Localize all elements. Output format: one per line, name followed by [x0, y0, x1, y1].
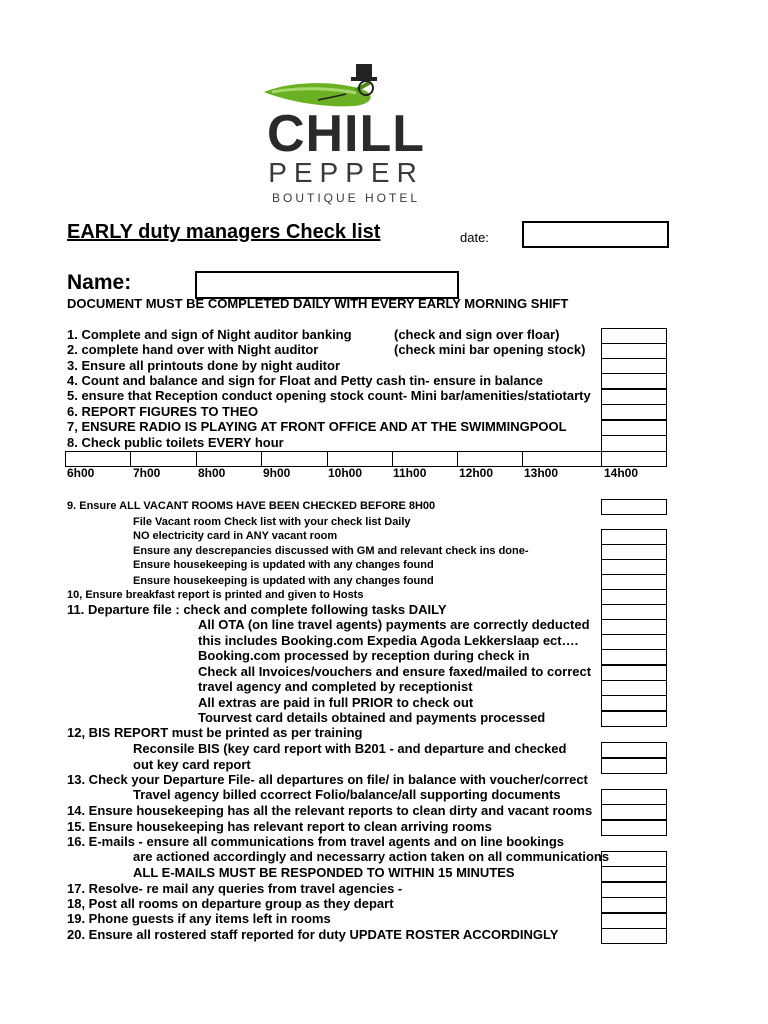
item-checkbox[interactable]	[601, 866, 667, 882]
checklist-subitem-text: Reconsile BIS (key card report with B201 - and departure and checked	[133, 741, 567, 756]
checklist-subitem-text: NO electricity card in ANY vacant room	[133, 530, 338, 542]
date-label: date:	[460, 230, 489, 245]
item-checkbox[interactable]	[601, 574, 667, 590]
item-checkbox[interactable]	[601, 742, 667, 758]
item-checkbox[interactable]	[601, 619, 667, 635]
item-checkbox[interactable]	[601, 758, 667, 774]
checklist-subitem-text: All extras are paid in full PRIOR to check out	[198, 695, 474, 710]
logo-wordmark-boutique-hotel: BOUTIQUE HOTEL	[271, 191, 420, 205]
checklist-item-text: 6. REPORT FIGURES TO THEO	[67, 404, 259, 419]
item-checkbox[interactable]	[601, 882, 667, 898]
item-checkbox[interactable]	[601, 665, 667, 681]
item-checkbox[interactable]	[601, 804, 667, 820]
name-label: Name:	[67, 271, 132, 294]
checklist-item-text: 3. Ensure all printouts done by night auditor	[67, 358, 341, 373]
checklist-item-text: 9. Ensure ALL VACANT ROOMS HAVE BEEN CHECKED BEFORE 8H00	[67, 500, 436, 512]
item-checkbox[interactable]	[601, 529, 667, 545]
checklist-subitem-text: All OTA (on line travel agents) payments are correctly deducted	[198, 617, 590, 632]
hour-check-cell[interactable]	[130, 451, 197, 467]
hour-label: 14h00	[604, 466, 639, 480]
hour-check-cell[interactable]	[327, 451, 393, 467]
hour-label: 13h00	[524, 466, 559, 480]
item-checkbox[interactable]	[601, 711, 667, 727]
checklist-item-text: 20. Ensure all rostered staff reported for duty UPDATE ROSTER ACCORDINGLY	[67, 927, 559, 942]
item-checkbox[interactable]	[601, 343, 667, 359]
hour-check-cell[interactable]	[601, 451, 667, 467]
checklist-item-text: 16. E-mails - ensure all communications from travel agents and on line bookings	[67, 834, 565, 849]
hour-check-cell[interactable]	[457, 451, 523, 467]
checklist-subitem-text: Ensure housekeeping is updated with any changes found	[133, 575, 434, 587]
hour-label: 12h00	[459, 466, 494, 480]
checklist-item-text: 17. Resolve- re mail any queries from travel agencies -	[67, 881, 403, 896]
checklist-item-text: 10, Ensure breakfast report is printed and given to Hosts	[67, 589, 364, 601]
checklist-item-text: 4. Count and balance and sign for Float and Petty cash tin- ensure in balance	[67, 373, 544, 388]
checklist-subitem-text: Travel agency billed ccorrect Folio/balance/all supporting documents	[133, 787, 561, 802]
logo-wordmark-pepper: PEPPER	[268, 157, 424, 188]
item-checkbox[interactable]	[601, 589, 667, 605]
checklist-item-text: 13. Check your Departure File- all departures on file/ in balance with voucher/correct	[67, 772, 588, 787]
hour-label: 8h00	[198, 466, 226, 480]
hour-label: 11h00	[393, 466, 427, 480]
checklist-item-text: 14. Ensure housekeeping has all the relevant reports to clean dirty and vacant rooms	[67, 803, 593, 818]
checklist-item-text: 7, ENSURE RADIO IS PLAYING AT FRONT OFFICE AND AT THE SWIMMINGPOOL	[67, 419, 567, 434]
hour-label: 6h00	[67, 466, 95, 480]
item-checkbox[interactable]	[601, 544, 667, 560]
checklist-subitem-text: Ensure any descrepancies discussed with GM and relevant check ins done-	[133, 545, 529, 557]
item-checkbox[interactable]	[601, 373, 667, 389]
item-checkbox[interactable]	[601, 851, 667, 867]
item-checkbox[interactable]	[601, 420, 667, 436]
checklist-subitem-text: Booking.com processed by reception during check in	[198, 648, 530, 663]
hour-check-cell[interactable]	[196, 451, 262, 467]
item-checkbox[interactable]	[601, 358, 667, 374]
checklist-item-note: (check and sign over floar)	[394, 327, 560, 342]
checklist-item-text: 11. Departure file : check and complete following tasks DAILY	[67, 602, 447, 617]
item-checkbox[interactable]	[601, 680, 667, 696]
checklist-item-note: (check mini bar opening stock)	[394, 342, 586, 357]
checklist-subitem-text: out key card report	[133, 757, 251, 772]
checklist-item-text: 15. Ensure housekeeping has relevant report to clean arriving rooms	[67, 819, 492, 834]
item-checkbox[interactable]	[601, 604, 667, 620]
checklist-subitem-text: ALL E-MAILS MUST BE RESPONDED TO WITHIN 15 MINUTES	[133, 865, 515, 880]
checklist-subitem-text: Tourvest card details obtained and payments processed	[198, 710, 546, 725]
item-checkbox[interactable]	[601, 328, 667, 344]
item-checkbox[interactable]	[601, 499, 667, 515]
item-checkbox[interactable]	[601, 389, 667, 405]
item-checkbox[interactable]	[601, 649, 667, 665]
hour-check-cell[interactable]	[261, 451, 328, 467]
completion-notice: DOCUMENT MUST BE COMPLETED DAILY WITH EVERY EARLY MORNING SHIFT	[67, 296, 569, 311]
item-checkbox[interactable]	[601, 897, 667, 913]
page-title: EARLY duty managers Check list	[67, 221, 381, 243]
item-checkbox[interactable]	[601, 820, 667, 836]
checklist-subitem-text: are actioned accordingly and necessarry action taken on all communications	[133, 849, 610, 864]
hour-check-cell[interactable]	[65, 451, 131, 467]
logo-wordmark-chill: CHILL	[266, 105, 426, 163]
date-field[interactable]	[522, 221, 669, 248]
checklist-subitem-text: Check all Invoices/vouchers and ensure faxed/mailed to correct	[198, 664, 592, 679]
hour-check-cell[interactable]	[522, 451, 602, 467]
item-checkbox[interactable]	[601, 404, 667, 420]
item-checkbox[interactable]	[601, 913, 667, 929]
checklist-subitem-text: travel agency and completed by receptionist	[198, 679, 473, 694]
checklist-item-text: 12, BIS REPORT must be printed as per training	[67, 725, 363, 740]
item-checkbox[interactable]	[601, 634, 667, 650]
item-checkbox[interactable]	[601, 789, 667, 805]
hour-check-cell[interactable]	[392, 451, 458, 467]
checklist-item-text: 2. complete hand over with Night auditor	[67, 342, 319, 357]
checklist-item-text: 5. ensure that Reception conduct opening stock count- Mini bar/amenities/statiotarty	[67, 388, 591, 403]
name-field[interactable]	[195, 271, 459, 299]
item-checkbox[interactable]	[601, 559, 667, 575]
item-checkbox[interactable]	[601, 435, 667, 452]
checklist-item-text: 18, Post all rooms on departure group as they depart	[67, 896, 394, 911]
hour-label: 10h00	[328, 466, 363, 480]
checklist-subitem-text: File Vacant room Check list with your check list Daily	[133, 516, 411, 528]
checklist-item-text: 19. Phone guests if any items left in rooms	[67, 911, 331, 926]
checklist-item-text: 8. Check public toilets EVERY hour	[67, 435, 284, 450]
checklist-item-text: 1. Complete and sign of Night auditor banking	[67, 327, 352, 342]
hour-label: 7h00	[133, 466, 161, 480]
hour-label: 9h00	[263, 466, 291, 480]
item-checkbox[interactable]	[601, 695, 667, 711]
item-checkbox[interactable]	[601, 928, 667, 944]
checklist-subitem-text: this includes Booking.com Expedia Agoda Lekkerslaap ect….	[198, 633, 579, 648]
checklist-subitem-text: Ensure housekeeping is updated with any changes found	[133, 559, 434, 571]
